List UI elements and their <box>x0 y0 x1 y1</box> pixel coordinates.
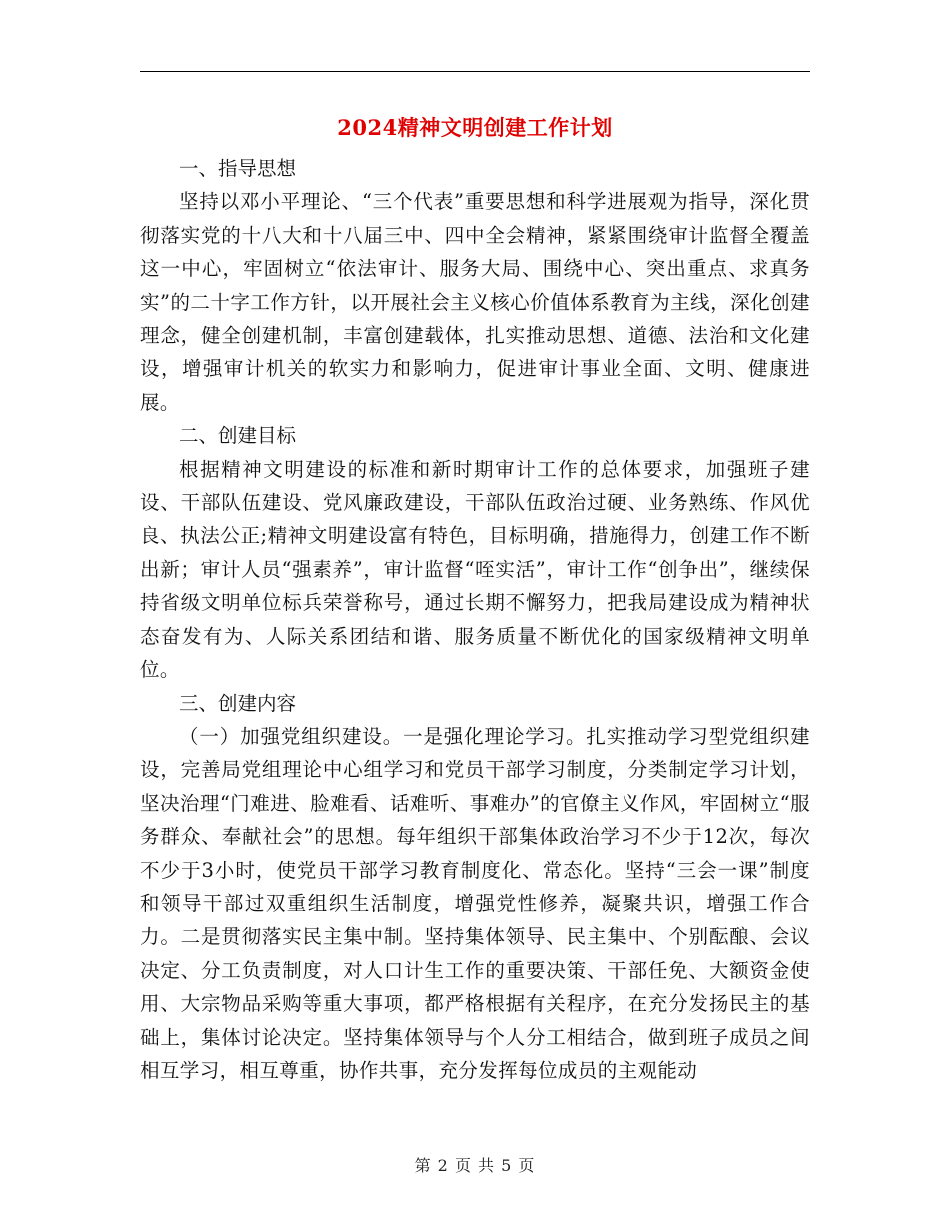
section-paragraph: （一）加强党组织建设。一是强化理论学习。扎实推动学习型党组织建设，完善局党组理论中心组学习和党员干部学习制度，分类制定学习计划，坚决治理“门难进、脸难看、话难听、事难办”的官僚主义作风，牢固树立“服务群众、奉献社会”的思想。每年组织干部集体政治学习不少于12次，每次不少于3小时，使党员干部学习教育制度化、常态化。坚持“三会一课”制度和领导干部过双重组织生活制度，增强党性修养，凝聚共识，增强工作合力。二是贯彻落实民主集中制。坚持集体领导、民主集中、个别酝酿、会议决定、分工负责制度，对人口计生工作的重要决策、干部任免、大额资金使用、大宗物品采购等重大事项，都严格根据有关程序，在充分发扬民主的基础上，集体讨论决定。坚持集体领导与个人分工相结合，做到班子成员之间相互学习，相互尊重，协作共事，充分发挥每位成员的主观能动 <box>140 724 810 1082</box>
document-body <box>140 152 810 1087</box>
header-rule <box>140 71 810 72</box>
section-paragraph: 坚持以邓小平理论、“三个代表”重要思想和科学进展观为指导，深化贯彻落实党的十八大和十八届三中、四中全会精神，紧紧围绕审计监督全覆盖这一中心，牢固树立“依法审计、服务大局、围绕中心、突出重点、求真务实”的二十字工作方针，以开展社会主义核心价值体系教育为主线，深化创建理念，健全创建机制，丰富创建载体，扎实推动思想、道德、法治和文化建设，增强审计机关的软实力和影响力，促进审计事业全面、文明、健康进展。 <box>140 190 810 414</box>
page-number-footer: 第 2 页 共 5 页 <box>414 1156 536 1175</box>
section-heading-guiding-ideology: 一、指导思想 <box>179 157 297 180</box>
document-title: 2024精神文明创建工作计划 <box>337 115 613 140</box>
section-heading-goals: 二、创建目标 <box>179 424 297 448</box>
section-paragraph: 根据精神文明建设的标准和新时期审计工作的总体要求，加强班子建设、干部队伍建设、党风廉政建设，干部队伍政治过硬、业务熟练、作风优良、执法公正;精神文明建设富有特色，目标明确，措施得力，创建工作不断出新；审计人员“强素养”，审计监督“咥实活”，审计工作“创争出”，继续保持省级文明单位标兵荣誉称号，通过长期不懈努力，把我局建设成为精神状态奋发有为、人际关系团结和谐、服务质量不断优化的国家级精神文明单位。 <box>140 457 810 682</box>
section-heading-content: 三、创建内容 <box>179 691 297 715</box>
